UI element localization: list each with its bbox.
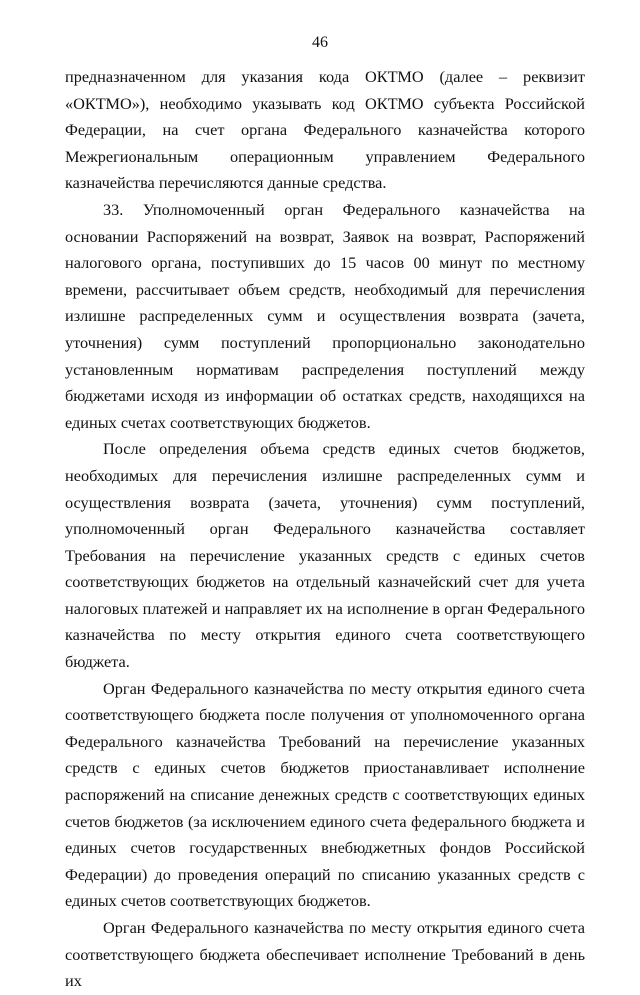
paragraph-item-33: 33. Уполномоченный орган Федерального казначейства на основании Распоряжений на возврат, Заявок на возврат, Распоряжений налогового органа, поступивших до 15 часов 00 минут по местному времени, рассчитывает объем средств, необходимый для перечисления излишне распределенных сумм и осуществления возврата (зачета, уточнения) сумм поступлений пропорционально законодательно установленным нормативам распределения поступлений между бюджетами исходя из информации об остатках средств, находящихся на единых счетах соответствующих бюджетов. <box>65 199 585 432</box>
paragraph-suspension-of-orders: Орган Федерального казначейства по месту открытия единого счета соответствующего бюджета после получения от уполномоченного органа Федерального казначейства Требований на перечисление указанных средств с единых счетов бюджетов приостанавливает исполнение распоряжений на списание денежных средств с соответствующих единых счетов бюджетов (за исключением единого счета федерального бюджета и единых счетов государственных внебюджетных фондов Российской Федерации) до проведения операций по списанию указанных средств с единых счетов соответствующих бюджетов. <box>65 678 585 911</box>
page-number: 46 <box>312 34 328 51</box>
paragraph-continuation: предназначенном для указания кода ОКТМО (далее – реквизит «ОКТМО»), необходимо указывать код ОКТМО субъекта Российской Федерации, на счет органа Федерального казначейства которого Межрегиональным операционным управлением Федерального казначейства перечисляются данные средства. <box>65 67 585 193</box>
paragraph-execution-of-requirements: Орган Федерального казначейства по месту открытия единого счета соответствующего бюджета обеспечивает исполнение Требований в день их <box>65 918 585 991</box>
document-body <box>65 64 585 995</box>
paragraph-requirements-drafting: После определения объема средств единых счетов бюджетов, необходимых для перечисления излишне распределенных сумм и осуществления возврата (зачета, уточнения) сумм поступлений, уполномоченный орган Федерального казначейства составляет Требования на перечисление указанных средств с единых счетов соответствующих бюджетов на отдельный казначейский счет для учета налоговых платежей и направляет их на исполнение в орган Федерального казначейства по месту открытия единого счета соответствующего бюджета. <box>65 439 585 672</box>
